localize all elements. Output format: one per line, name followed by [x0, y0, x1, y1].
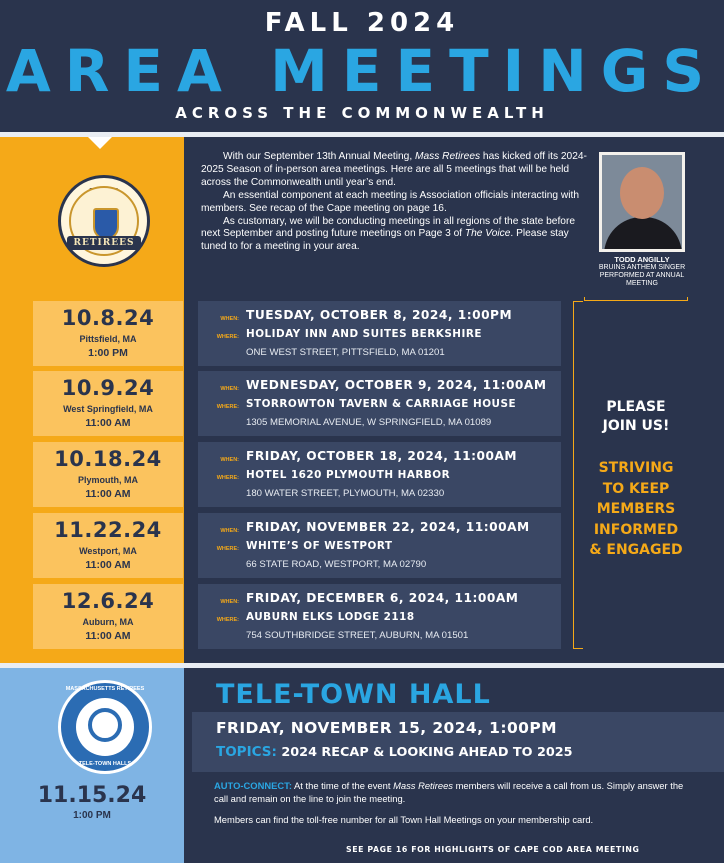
see-page-note: SEE PAGE 16 FOR HIGHLIGHTS OF CAPE COD AREA MEETING [346, 845, 640, 854]
meeting-when: TUESDAY, OCTOBER 8, 2024, 1:00PM [246, 308, 513, 322]
intro-text [201, 151, 589, 254]
intro-paragraph: As customary, we will be conducting meetings in all regions of the state before next September and posting future meetings on Page 3 of The Voice. Please stay tuned to for a meeting in your area. [201, 215, 576, 253]
meeting-venue: AUBURN ELKS LODGE 2118 [246, 611, 415, 623]
meeting-date-box [33, 301, 183, 366]
meeting-date: 10.18.24 [54, 447, 162, 471]
meeting-date: 12.6.24 [61, 589, 155, 613]
meeting-time: 11:00 AM [85, 630, 131, 642]
tele-town-hall-topics [216, 744, 573, 760]
meeting-address: 754 SOUTHBRIDGE STREET, AUBURN, MA 01501 [246, 630, 469, 641]
meeting-date: 11.22.24 [54, 518, 162, 542]
meeting-details [198, 301, 561, 366]
tele-town-hall-time: 1:00 PM [73, 810, 111, 821]
meeting-time: 11:00 AM [85, 559, 131, 571]
intro-paragraph: An essential component at each meeting is Association officials interacting with members. See recap of the Cape meeting on page 16. [201, 189, 580, 214]
meeting-venue: HOLIDAY INN AND SUITES BERKSHIRE [246, 328, 482, 340]
striving-line: TO KEEP [602, 480, 670, 497]
meeting-when: WEDNESDAY, OCTOBER 9, 2024, 11:00AM [246, 378, 547, 392]
topics-text: 2024 RECAP & LOOKING AHEAD TO 2025 [281, 745, 573, 760]
auto-connect-label: AUTO-CONNECT: [214, 780, 292, 791]
meeting-date-box [33, 442, 183, 507]
todd-angilly-photo [599, 152, 685, 252]
tele-town-hall-date: 11.15.24 [37, 783, 147, 808]
mass-retirees-seal-logo [58, 175, 150, 267]
portrait-image [602, 155, 682, 249]
meeting-date: 10.8.24 [61, 306, 155, 330]
meeting-time: 1:00 PM [88, 347, 128, 359]
page-header [0, 0, 724, 132]
pointer-notch [88, 137, 112, 149]
photo-caption-text: BRUINS ANTHEM SINGER PERFORMED AT ANNUAL MEETING [598, 264, 686, 287]
where-label: WHERE: [216, 475, 239, 481]
join-us-callout [588, 398, 684, 436]
meeting-address: 1305 MEMORIAL AVENUE, W SPRINGFIELD, MA 01089 [246, 417, 492, 428]
photo-caption [592, 256, 692, 288]
striving-line: INFORMED [593, 521, 679, 538]
header-subtitle: ACROSS THE COMMONWEALTH [175, 104, 549, 122]
meeting-city: Plymouth, MA [78, 475, 138, 485]
members-note: Members can find the toll-free number for all Town Hall Meetings on your membership card. [214, 814, 594, 825]
meeting-when: FRIDAY, OCTOBER 18, 2024, 11:00AM [246, 449, 518, 463]
meeting-address: 180 WATER STREET, PLYMOUTH, MA 02330 [246, 488, 445, 499]
meeting-date-box [33, 513, 183, 578]
caption-bracket [584, 297, 688, 301]
meeting-details [198, 442, 561, 507]
striving-callout [586, 458, 686, 561]
meeting-details [198, 584, 561, 649]
meeting-details [198, 371, 561, 436]
seal-ribbon: RETIREES [67, 236, 141, 250]
striving-line: STRIVING [598, 460, 674, 476]
phone-people-icon [88, 708, 122, 742]
meeting-date: 10.9.24 [61, 376, 155, 400]
when-label: WHEN: [220, 316, 239, 322]
meeting-when: FRIDAY, NOVEMBER 22, 2024, 11:00AM [246, 520, 530, 534]
meeting-time: 11:00 AM [85, 488, 131, 500]
badge-top-text: MASSACHUSETTS RETIREES [65, 686, 145, 692]
where-label: WHERE: [216, 617, 239, 623]
tele-town-hall-title: TELE-TOWN HALL [216, 679, 491, 710]
meeting-date-box [33, 371, 183, 436]
when-label: WHEN: [220, 528, 239, 534]
meeting-when: FRIDAY, DECEMBER 6, 2024, 11:00AM [246, 591, 519, 605]
when-label: WHEN: [220, 457, 239, 463]
meeting-city: Westport, MA [79, 546, 137, 556]
topics-label: TOPICS: [216, 744, 277, 760]
photo-caption-name: TODD ANGILLY [614, 255, 670, 264]
striving-line: & ENGAGED [589, 542, 683, 558]
striving-line: MEMBERS [596, 501, 676, 517]
meeting-city: Pittsfield, MA [79, 334, 137, 344]
when-label: WHEN: [220, 386, 239, 392]
meeting-venue: HOTEL 1620 PLYMOUTH HARBOR [246, 469, 451, 481]
portrait-body [604, 217, 682, 249]
join-line: PLEASE [606, 399, 666, 415]
tele-town-hall-badge-logo [58, 680, 152, 774]
meeting-city: West Springfield, MA [63, 404, 153, 414]
when-label: WHEN: [220, 599, 239, 605]
meeting-venue: WHITE’S OF WESTPORT [246, 540, 393, 552]
meeting-city: Auburn, MA [82, 617, 134, 627]
meeting-date-box [33, 584, 183, 649]
meeting-details [198, 513, 561, 578]
badge-center [76, 698, 134, 756]
meeting-venue: STORROWTON TAVERN & CARRIAGE HOUSE [246, 398, 517, 410]
where-label: WHERE: [216, 546, 239, 552]
portrait-head [620, 167, 664, 219]
intro-paragraph: With our September 13th Annual Meeting, Mass Retirees has kicked off its 2024-2025 Season of in-person area meetings. Here are all 5 meetings that will be held across the Commonwealth until year’s end. [201, 151, 587, 188]
auto-connect-text: AUTO-CONNECT: At the time of the event Mass Retirees members will receive a call from us. Simply answer the call and remain on the line to join the meeting. [214, 780, 684, 804]
meetings-bracket [573, 301, 583, 649]
page-title: AREA MEETINGS [5, 37, 719, 105]
where-label: WHERE: [216, 404, 239, 410]
join-line: JOIN US! [602, 418, 670, 434]
tele-town-hall-when: FRIDAY, NOVEMBER 15, 2024, 1:00PM [216, 719, 557, 737]
header-kicker: FALL 2024 [264, 8, 460, 38]
badge-bottom-text: TELE-TOWN HALLS [78, 761, 132, 767]
where-label: WHERE: [216, 334, 239, 340]
meeting-time: 11:00 AM [85, 417, 131, 429]
meeting-address: 66 STATE ROAD, WESTPORT, MA 02790 [246, 559, 427, 570]
meeting-address: ONE WEST STREET, PITTSFIELD, MA 01201 [246, 347, 445, 358]
